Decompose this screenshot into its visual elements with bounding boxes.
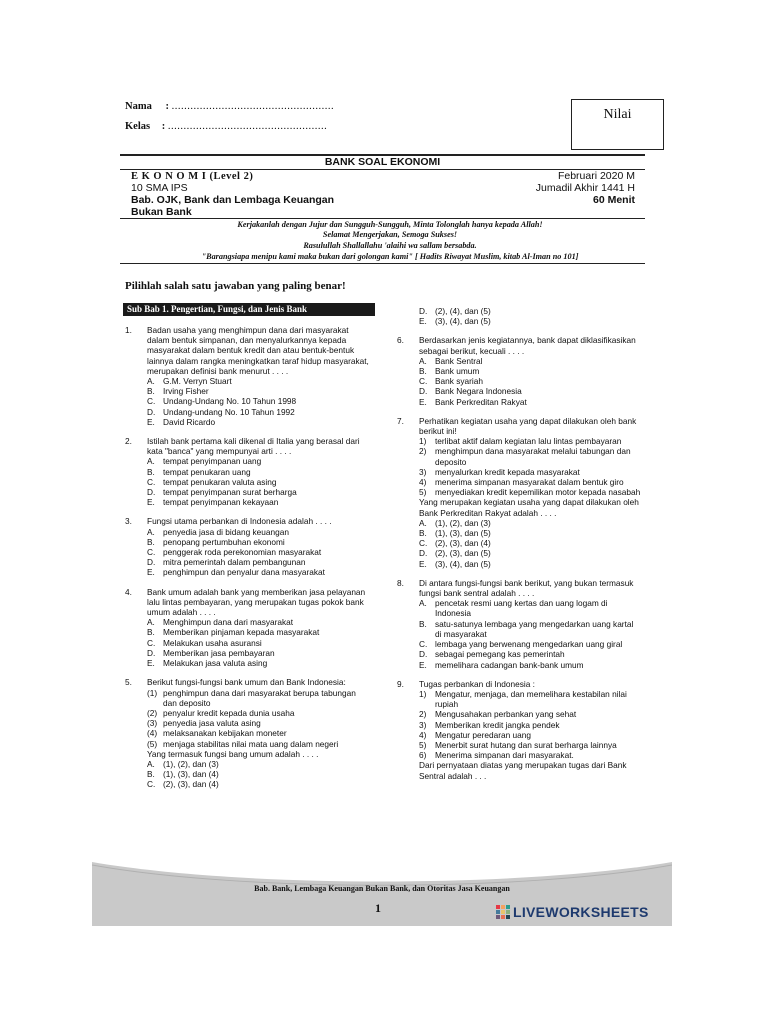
answer-option[interactable] xyxy=(125,537,371,547)
option-text: Menerima simpanan dari masyarakat. xyxy=(435,750,574,761)
answer-option[interactable] xyxy=(125,376,371,386)
subject-label: E K O N O M I (Level 2) xyxy=(131,171,254,182)
option-letter: D. xyxy=(147,647,156,658)
option-text: Bank syariah xyxy=(435,376,483,387)
question-text: Tugas perbankan di Indonesia : xyxy=(419,678,535,689)
quote-2: Selamat Mengerjakan, Semoga Sukses! xyxy=(322,230,458,239)
option-text: Irving Fisher xyxy=(163,386,209,397)
answer-option[interactable] xyxy=(397,436,642,446)
answer-option[interactable] xyxy=(397,487,642,497)
chapter-line2: Bukan Bank xyxy=(131,206,192,218)
quote-3: Rasulullah Shallallahu 'alaihi wa sallam bersabda. xyxy=(303,241,477,250)
option-text: menjaga stabilitas nilai mata uang dalam negeri xyxy=(163,738,339,749)
option-text: Mengusahakan perbankan yang sehat xyxy=(435,709,577,720)
answer-option[interactable] xyxy=(397,660,642,670)
kelas-row: Kelas : ................................................... xyxy=(125,121,328,132)
option-letter: (5) xyxy=(147,738,158,749)
option-text: Memberikan jasa pembayaran xyxy=(163,647,275,658)
option-letter: D. xyxy=(147,487,156,498)
option-letter: B. xyxy=(147,627,155,638)
question-number: 8. xyxy=(397,577,404,588)
question-stem xyxy=(397,578,642,598)
answer-option[interactable] xyxy=(397,356,642,366)
option-text: menghimpun dana masyarakat melalui tabungan dan deposito xyxy=(435,446,631,467)
option-text: G.M. Verryn Stuart xyxy=(163,376,232,387)
answer-option[interactable] xyxy=(125,648,371,658)
option-text: Bank Negara Indonesia xyxy=(435,386,522,397)
nama-row: Nama : .................................................... xyxy=(125,101,335,112)
answer-option[interactable] xyxy=(397,639,642,649)
question-stem xyxy=(125,677,371,687)
nilai-box[interactable] xyxy=(571,99,664,150)
worksheet-icon xyxy=(496,905,510,919)
answer-option[interactable] xyxy=(397,528,642,538)
option-text: Memberikan kredit jangka pendek xyxy=(435,719,560,730)
answer-option[interactable] xyxy=(397,689,642,709)
option-letter: A. xyxy=(147,617,155,628)
option-text: (2), (3), dan (4) xyxy=(435,538,491,549)
answer-option[interactable] xyxy=(397,518,642,528)
option-text: Undang-Undang No. 10 Tahun 1998 xyxy=(163,396,297,407)
answer-option[interactable] xyxy=(397,709,642,719)
answer-option xyxy=(397,497,642,517)
liveworksheets-logo[interactable] xyxy=(496,904,649,920)
answer-option[interactable] xyxy=(125,487,371,497)
right-column xyxy=(397,306,642,790)
answer-option[interactable] xyxy=(125,688,371,708)
option-text: tempat penukaran uang xyxy=(163,466,251,477)
option-letter: 6) xyxy=(419,750,427,761)
question xyxy=(397,679,642,781)
answer-option[interactable] xyxy=(397,548,642,558)
option-text: Memberikan pinjaman kepada masyarakat xyxy=(163,627,320,638)
option-text: tempat penukaran valuta asing xyxy=(163,476,277,487)
option-letter: D. xyxy=(147,406,156,417)
answer-option[interactable] xyxy=(397,720,642,730)
option-text: Bank umum xyxy=(435,366,480,377)
option-text: penyedia jasa valuta asing xyxy=(163,718,261,729)
answer-option[interactable] xyxy=(397,366,642,376)
option-text: menerima simpanan masyarakat dalam bentuk giro xyxy=(435,477,624,488)
option-text: Melakukan jasa valuta asing xyxy=(163,658,268,669)
option-text: (3), (4), dan (5) xyxy=(435,558,491,569)
option-text: penopang pertumbuhan ekonomi xyxy=(163,536,285,547)
question-text: Fungsi utama perbankan di Indonesia adalah . . . . xyxy=(147,516,332,527)
answer-option[interactable] xyxy=(397,467,642,477)
answer-option[interactable] xyxy=(125,728,371,738)
option-text: tempat penyimpanan kekayaan xyxy=(163,497,279,508)
question xyxy=(397,306,642,326)
option-text: menyediakan kredit kepemilikan motor kepada nasabah xyxy=(435,487,641,498)
question xyxy=(397,578,642,670)
option-letter: A. xyxy=(147,526,155,537)
option-text: Undang-undang No. 10 Tahun 1992 xyxy=(163,406,295,417)
option-text: terlibat aktif dalam kegiatan lalu lintas pembayaran xyxy=(435,436,622,447)
question-text: Berikut fungsi-fungsi bank umum dan Bank Indonesia: xyxy=(147,677,346,688)
option-letter: C. xyxy=(419,376,428,387)
footer-text: Bab. Bank, Lembaga Keuangan Bukan Bank, dan Otoritas Jasa Keuangan xyxy=(254,884,510,893)
answer-option xyxy=(125,749,371,759)
option-text: Mengatur, menjaga, dan memelihara kestabilan nilai rupiah xyxy=(435,688,627,710)
answer-option[interactable] xyxy=(125,769,371,779)
question-text: Badan usaha yang menghimpun dana dari masyarakat dalam bentuk simpanan, dan menyalurkannya kepada masyarakat dalam bentuk kredit dan atau bentuk-bentuk lainnya dalam rangka meningkatkan taraf hidup masyarakat, merupakan definisi bank menurut . . . . xyxy=(147,325,369,376)
option-text: tempat penyimpanan uang xyxy=(163,456,262,467)
option-letter: 3) xyxy=(419,719,427,730)
subbab-heading: Sub Bab 1. Pengertian, Fungsi, dan Jenis Bank xyxy=(123,303,375,316)
option-letter: A. xyxy=(419,598,427,609)
option-letter: C. xyxy=(419,538,428,549)
option-letter: 4) xyxy=(419,729,427,740)
option-letter: 2) xyxy=(419,709,427,720)
option-text: penggerak roda perekonomian masyarakat xyxy=(163,547,322,558)
option-text: penyalur kredit kepada dunia usaha xyxy=(163,707,295,718)
answer-option[interactable] xyxy=(125,467,371,477)
answer-option[interactable] xyxy=(397,446,642,466)
option-letter: (4) xyxy=(147,728,158,739)
question xyxy=(125,516,371,577)
option-letter: C. xyxy=(147,637,156,648)
answer-option[interactable] xyxy=(125,638,371,648)
option-letter: (2) xyxy=(147,707,158,718)
option-letter: 5) xyxy=(419,739,427,750)
option-text: (1), (2), dan (3) xyxy=(163,758,219,769)
option-letter: A. xyxy=(419,517,427,528)
option-letter: D. xyxy=(419,306,428,316)
quote-1: Kerjakanlah dengan Jujur dan Sungguh-Sungguh, Minta Tolonglah hanya kepada Allah! xyxy=(237,220,543,229)
question-text: Berdasarkan jenis kegiatannya, bank dapat diklasifikasikan sebagai berikut, kecuali . . . . xyxy=(419,335,636,356)
question-stem xyxy=(125,325,371,376)
question-number: 1. xyxy=(125,325,132,335)
option-letter: B. xyxy=(147,536,155,547)
instruction: Pilihlah salah satu jawaban yang paling benar! xyxy=(125,280,346,292)
option-text: (1), (3), dan (4) xyxy=(163,769,219,780)
answer-option[interactable] xyxy=(125,718,371,728)
answer-option[interactable] xyxy=(397,598,642,618)
option-letter: 1) xyxy=(419,688,427,699)
answer-option[interactable] xyxy=(125,396,371,406)
option-text: melaksanakan kebijakan moneter xyxy=(163,728,287,739)
left-column xyxy=(125,325,371,799)
question-stem xyxy=(397,679,642,689)
option-letter: B. xyxy=(147,386,155,397)
answer-option[interactable] xyxy=(397,730,642,740)
answer-option[interactable] xyxy=(125,779,371,789)
quote-4: "Barangsiapa menipu kami maka bukan dari golongan kami" [ Hadits Riwayat Muslim, kitab Al-Iman no 101] xyxy=(201,252,579,261)
question-text: Perhatikan kegiatan usaha yang dapat dilakukan oleh bank berikut ini! xyxy=(419,415,637,437)
question-stem xyxy=(125,516,371,526)
answer-option[interactable] xyxy=(397,386,642,396)
option-letter: B. xyxy=(147,466,155,477)
answer-option[interactable] xyxy=(397,619,642,639)
date-hijri: Jumadil Akhir 1441 H xyxy=(535,182,635,194)
answer-option[interactable] xyxy=(125,497,371,507)
question xyxy=(397,335,642,406)
answer-option[interactable] xyxy=(397,538,642,548)
question-number: 6. xyxy=(397,335,404,346)
option-letter: (1) xyxy=(147,687,158,698)
option-letter: E. xyxy=(419,396,427,407)
answer-option[interactable] xyxy=(125,557,371,567)
option-letter: A. xyxy=(147,758,155,769)
nama-field[interactable]: .................................................... xyxy=(171,101,335,112)
brand-text: LIVEWORKSHEETS xyxy=(513,904,649,920)
answer-option[interactable] xyxy=(397,477,642,487)
answer-option[interactable] xyxy=(397,649,642,659)
chapter-line1: Bab. OJK, Bank dan Lembaga Keuangan xyxy=(131,194,335,206)
option-letter: B. xyxy=(147,769,155,780)
option-text: (2), (3), dan (4) xyxy=(163,779,219,790)
option-letter: E. xyxy=(147,497,155,508)
answer-option[interactable] xyxy=(125,547,371,557)
option-text: penghimpun dan penyalur dana masyarakat xyxy=(163,567,325,578)
option-text: menyalurkan kredit kepada masyarakat xyxy=(435,466,580,477)
option-letter: D. xyxy=(147,557,156,568)
option-text: Yang termasuk fungsi bang umum adalah . . . . xyxy=(147,748,319,759)
option-letter: C. xyxy=(147,547,156,558)
page-number: 1 xyxy=(375,901,381,915)
option-text: Yang merupakan kegiatan usaha yang dapat dilakukan oleh Bank Perkreditan Rakyat adalah . . . . xyxy=(419,497,639,518)
answer-option[interactable] xyxy=(397,740,642,750)
answer-option xyxy=(397,760,642,780)
question-text: Bank umum adalah bank yang memberikan jasa pelayanan lalu lintas pembayaran, yang merupakan tugas pokok bank umum adalah . . . . xyxy=(147,586,366,618)
option-text: memelihara cadangan bank-bank umum xyxy=(435,659,584,670)
question-text: Di antara fungsi-fungsi bank berikut, yang bukan termasuk fungsi bank sentral adalah . . . . xyxy=(419,577,634,599)
question-number: 9. xyxy=(397,678,404,689)
answer-option[interactable] xyxy=(397,316,642,326)
option-letter: C. xyxy=(419,639,428,650)
question xyxy=(397,416,642,569)
option-text: David Ricardo xyxy=(163,416,216,427)
option-text: lembaga yang berwenang mengedarkan uang giral xyxy=(435,639,623,650)
question xyxy=(125,325,371,427)
option-letter: (3) xyxy=(147,718,158,729)
question-stem xyxy=(125,587,371,618)
answer-option[interactable] xyxy=(397,376,642,386)
answer-option[interactable] xyxy=(125,739,371,749)
question xyxy=(125,677,371,789)
option-letter: D. xyxy=(419,649,428,660)
option-letter: 3) xyxy=(419,466,427,477)
option-text: penghimpun dana dari masyarakat berupa tabungan dan deposito xyxy=(163,687,356,708)
class-label: 10 SMA IPS xyxy=(131,182,188,194)
answer-option[interactable] xyxy=(397,559,642,569)
option-text: satu-satunya lembaga yang mengedarkan uang kartal di masyarakat xyxy=(435,618,634,639)
option-text: (1), (3), dan (5) xyxy=(435,528,491,539)
option-text: sebagai pemegang kas pemerintah xyxy=(435,649,565,660)
answer-option[interactable] xyxy=(397,397,642,407)
option-text: mitra pemerintah dalam pembangunan xyxy=(163,557,306,568)
answer-option[interactable] xyxy=(125,407,371,417)
answer-option[interactable] xyxy=(125,417,371,427)
option-letter: B. xyxy=(419,366,427,377)
option-letter: D. xyxy=(419,548,428,559)
question-number: 4. xyxy=(125,586,132,597)
question-stem xyxy=(397,335,642,355)
option-letter: E. xyxy=(419,316,427,327)
option-letter: E. xyxy=(147,658,155,669)
question-number: 2. xyxy=(125,436,132,447)
option-text: Bank Sentral xyxy=(435,355,483,366)
option-text: (2), (3), dan (5) xyxy=(435,548,491,559)
duration: 60 Menit xyxy=(592,194,635,206)
option-text: tempat penyimpanan surat berharga xyxy=(163,487,297,498)
question-stem xyxy=(397,416,642,436)
option-letter: 1) xyxy=(419,436,427,447)
answer-option[interactable] xyxy=(125,627,371,637)
option-text: (1), (2), dan (3) xyxy=(435,517,491,528)
option-letter: A. xyxy=(419,355,427,366)
option-letter: C. xyxy=(147,779,156,790)
doc-title: BANK SOAL EKONOMI xyxy=(324,156,441,168)
option-text: Dari pernyataan diatas yang merupakan tugas dari Bank Sentral adalah . . . xyxy=(419,760,627,781)
option-letter: D. xyxy=(419,386,428,397)
option-letter: B. xyxy=(419,618,427,629)
answer-option[interactable] xyxy=(397,750,642,760)
kelas-field[interactable]: ................................................... xyxy=(167,121,328,132)
answer-option[interactable] xyxy=(125,386,371,396)
nilai-label: Nilai xyxy=(603,107,632,122)
question-number: 3. xyxy=(125,516,132,527)
option-letter: E. xyxy=(147,567,155,578)
option-letter: A. xyxy=(147,456,155,467)
question-stem xyxy=(125,436,371,456)
option-letter: B. xyxy=(419,528,427,539)
answer-option[interactable] xyxy=(125,477,371,487)
answer-option[interactable] xyxy=(125,759,371,769)
option-letter: 5) xyxy=(419,487,427,498)
option-letter: 4) xyxy=(419,477,427,488)
question xyxy=(125,587,371,669)
answer-option[interactable] xyxy=(397,306,642,316)
option-text: pencetak resmi uang kertas dan uang logam di Indonesia xyxy=(435,598,608,619)
question xyxy=(125,436,371,507)
option-text: Melakukan usaha asuransi xyxy=(163,637,262,648)
answer-option[interactable] xyxy=(125,658,371,668)
option-letter: C. xyxy=(147,476,156,487)
option-text: Bank Perkreditan Rakyat xyxy=(435,396,527,407)
option-text: (2), (4), dan (5) xyxy=(435,306,491,316)
answer-option[interactable] xyxy=(125,527,371,537)
option-text: penyedia jasa di bidang keuangan xyxy=(163,526,289,537)
answer-option[interactable] xyxy=(125,567,371,577)
option-text: Mengatur peredaran uang xyxy=(435,729,531,740)
question-text: Istilah bank pertama kali dikenal di Italia yang berasal dari kata "banca" yang mempunyai arti . . . . xyxy=(147,436,360,457)
quote-rule xyxy=(120,263,645,264)
answer-option[interactable] xyxy=(125,617,371,627)
option-text: Menerbit surat hutang dan surat berharga lainnya xyxy=(435,739,617,750)
option-letter: C. xyxy=(147,396,156,407)
option-letter: 2) xyxy=(419,446,427,457)
option-letter: E. xyxy=(419,659,427,670)
option-letter: E. xyxy=(147,416,155,427)
option-letter: A. xyxy=(147,376,155,387)
option-text: (3), (4), dan (5) xyxy=(435,316,491,327)
question-number: 7. xyxy=(397,415,404,426)
date-masehi: Februari 2020 M xyxy=(557,170,635,182)
answer-option[interactable] xyxy=(125,708,371,718)
option-text: Menghimpun dana dari masyarakat xyxy=(163,617,294,628)
question-number: 5. xyxy=(125,677,132,688)
option-letter: E. xyxy=(419,558,427,569)
answer-option[interactable] xyxy=(125,456,371,466)
